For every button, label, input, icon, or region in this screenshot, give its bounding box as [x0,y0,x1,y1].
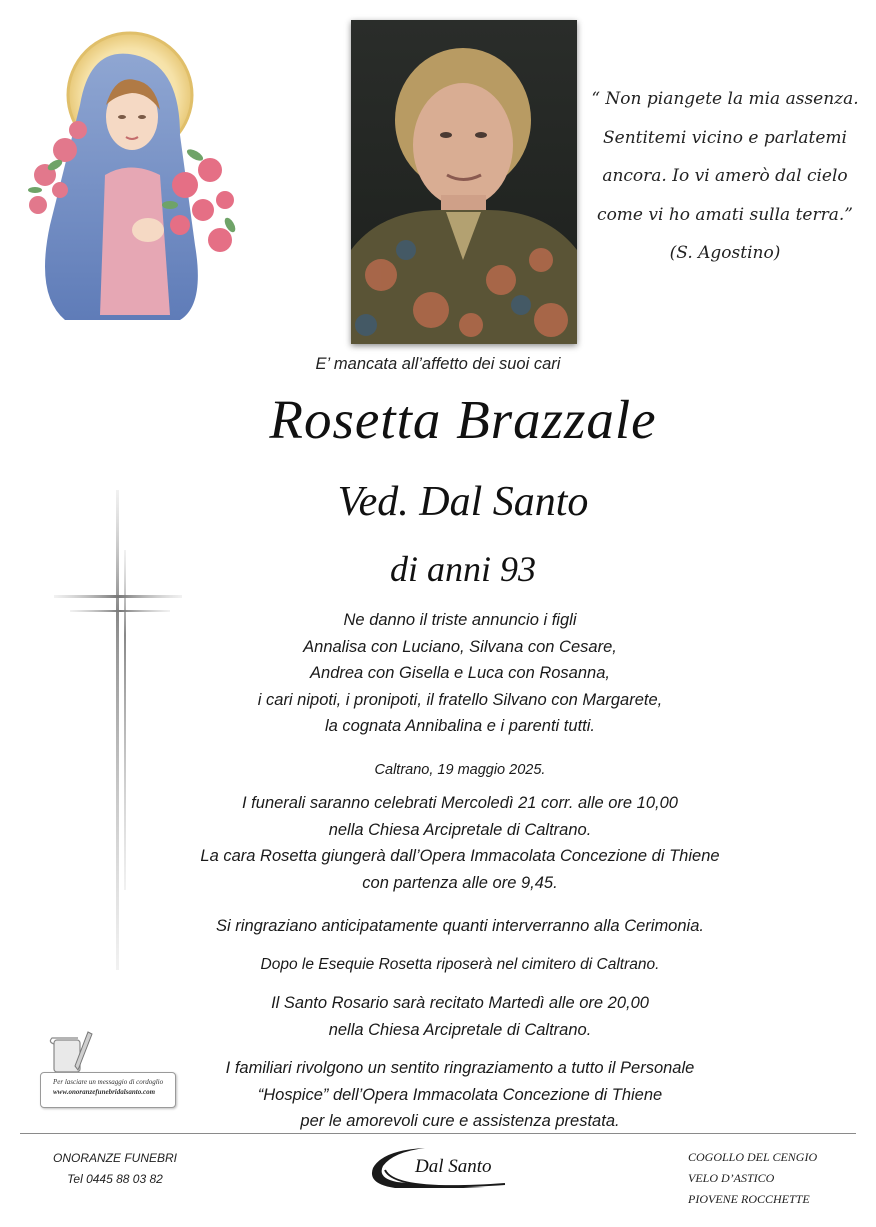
family-thanks-line: “Hospice” dell’Opera Immacolata Concezione di Thiene [257,1085,663,1104]
madonna-image [20,25,245,325]
footer-divider [20,1133,856,1134]
footer-company: ONORANZE FUNEBRI [52,1151,177,1165]
quote-line: come vi ho amati sulla terra.” [597,204,853,225]
dal-santo-logo [365,1140,515,1200]
family-thanks-line: I familiari rivolgono un sentito ringraziamento a tutto il Personale [225,1059,695,1077]
footer-phone: Tel 0445 88 03 82 [67,1172,163,1186]
quote-line: “ Non piangete la mia assenza. [591,89,859,109]
family-thanks-block [100,1055,820,1135]
announcement-line: Annalisa con Luciano, Silvana con Cesare, [303,637,617,656]
burial-text: Dopo le Esequie Rosetta riposerà nel cimitero di Caltrano. [260,956,660,973]
deceased-name: Rosetta Brazzale [269,389,657,450]
quote-line: ancora. Io vi amerò dal cielo [602,166,848,186]
rosary-line: nella Chiesa Arcipretale di Caltrano. [328,1020,592,1039]
logo-text: Dal Santo [415,1156,492,1177]
announcement-block [100,607,820,740]
message-scroll-icon [48,1030,93,1078]
age-text: di anni 93 [389,549,536,589]
intro-text: E’ mancata all’affetto dei suoi cari [315,355,561,373]
announcement-line: i cari nipoti, i pronipoti, il fratello Silvano con Margarete, [257,690,663,709]
family-thanks-line: per le amorevoli cure e assistenza prestata. [300,1112,620,1130]
footer-location: PIOVENE ROCCHETTE [688,1192,810,1206]
footer-location: COGOLLO DEL CENGIO [688,1150,818,1164]
footer-right [688,1147,858,1210]
condolence-badge[interactable] [40,1030,180,1110]
condolence-label: Per lasciare un messaggio di cordoglio [53,1078,164,1086]
funeral-line: I funerali saranno celebrati Mercoledì 21 corr. alle ore 10,00 [242,794,678,812]
announcement-line: Andrea con Gisella e Luca con Rosanna, [310,664,610,682]
funeral-line: nella Chiesa Arcipretale di Caltrano. [328,820,592,839]
portrait-photo [351,20,577,344]
rosary-block [100,990,820,1043]
announcement-line: la cognata Annibalina e i parenti tutti. [325,717,595,735]
place-date: Caltrano, 19 maggio 2025. [374,762,546,778]
condolence-card[interactable] [40,1072,176,1108]
footer-left [45,1148,185,1190]
quote-block [590,80,860,273]
married-name: Ved. Dal Santo [337,479,589,525]
condolence-link[interactable]: www.onoranzefunebridalsanto.com [53,1088,156,1096]
quote-line: Sentitemi vicino e parlatemi [603,127,847,148]
rosary-line: Il Santo Rosario sarà recitato Martedì alle ore 20,00 [271,994,649,1012]
footer-location: VELO D’ASTICO [688,1171,775,1185]
funeral-line: con partenza alle ore 9,45. [362,873,558,892]
quote-author: (S. Agostino) [669,243,781,263]
announcement-line: Ne danno il triste annuncio i figli [343,611,577,629]
funeral-line: La cara Rosetta giungerà dall’Opera Immacolata Concezione di Thiene [200,847,720,865]
thanks-text: Si ringraziano anticipatamente quanti interverranno alla Cerimonia. [216,917,704,935]
funeral-block [100,790,820,896]
